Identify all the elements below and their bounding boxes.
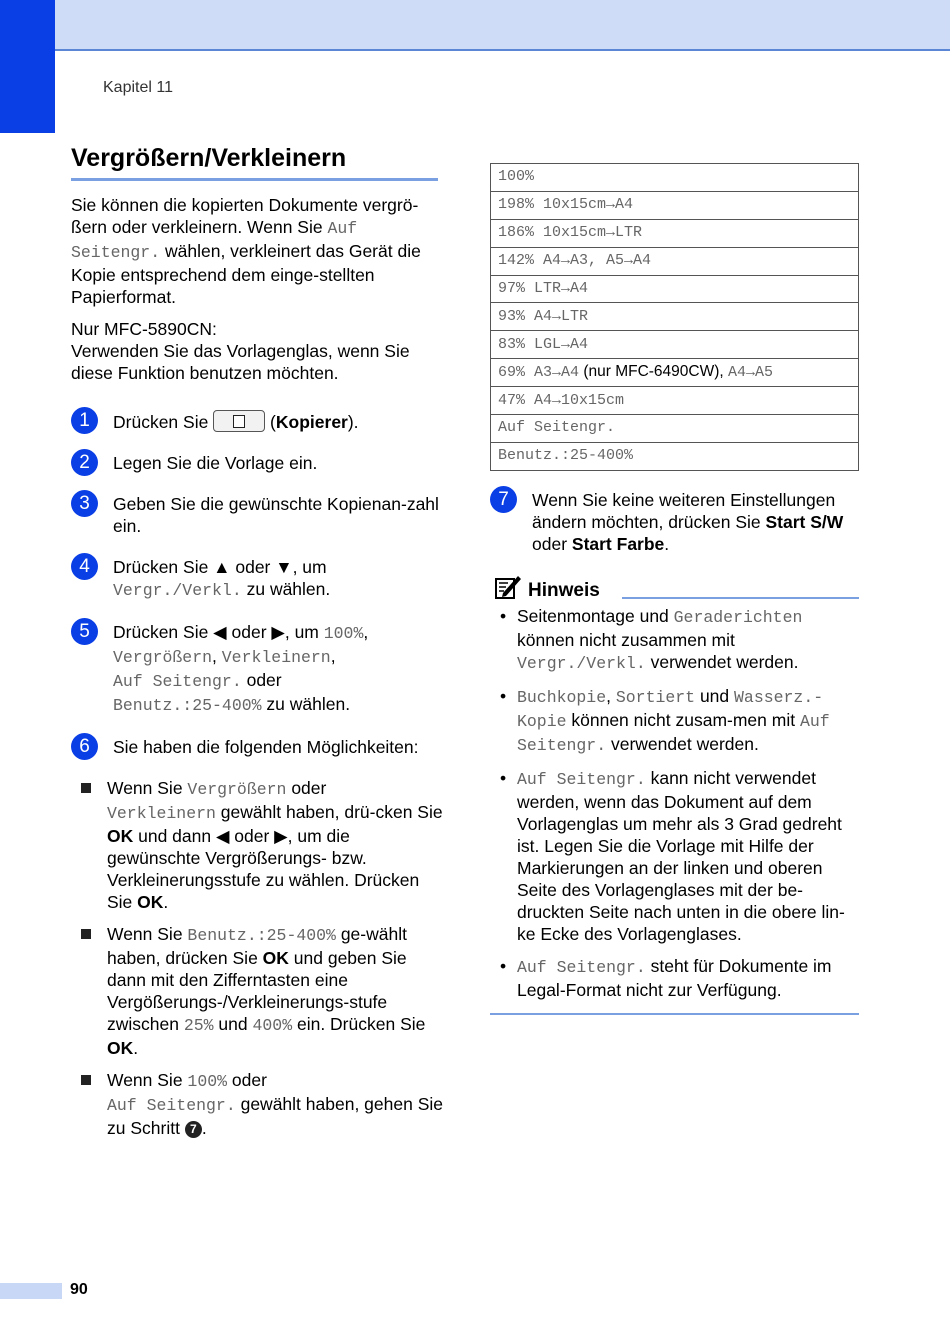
step-number: 7 bbox=[490, 486, 517, 513]
list-item: • Seitenmontage und Geraderichten können nicht zusammen mit Vergr./Verkl. verwendet werden. bbox=[490, 605, 859, 675]
table-row: 69% A3→A4 (nur MFC-6490CW), A4→A5 bbox=[491, 359, 859, 387]
step-number: 4 bbox=[71, 553, 98, 580]
table-row: Auf Seitengr. bbox=[491, 415, 859, 443]
table-row: 83% LGL→A4 bbox=[491, 331, 859, 359]
table-row: 198% 10x15cm→A4 bbox=[491, 191, 859, 219]
copy-key-icon bbox=[213, 410, 265, 432]
step-7: 7 Wenn Sie keine weiteren Einstellungen ändern möchten, drücken Sie Start S/W oder Start Farbe. bbox=[490, 489, 859, 555]
note-rule bbox=[622, 597, 859, 599]
right-column bbox=[490, 163, 859, 1015]
option-custom: Wenn Sie Benutz.:25-400% ge-wählt haben, drücken Sie OK und geben Sie dann mit den Zifferntasten eine Vergößerungs-/Verkleinerungs-stufe zwischen 25% und 400% ein. Drücken Sie OK. bbox=[81, 923, 443, 1059]
step-3: 3 Geben Sie die gewünschte Kopienan-zahl ein. bbox=[71, 493, 443, 537]
bullet-square-icon bbox=[81, 929, 91, 939]
note-header bbox=[490, 571, 859, 605]
step-number: 1 bbox=[71, 407, 98, 434]
step-5: 5 Drücken Sie ◀ oder ▶, um 100%, Vergrößern, Verkleinern, Auf Seitengr. oder Benutz.:25-400% zu wählen. bbox=[71, 621, 443, 717]
step-number: 5 bbox=[71, 618, 98, 645]
chapter-label: Kapitel 11 bbox=[103, 79, 173, 96]
note-list bbox=[490, 605, 859, 1001]
note-label: Hinweis bbox=[528, 579, 600, 601]
note-bottom-rule bbox=[490, 1013, 859, 1015]
option-enlarge-reduce: Wenn Sie Vergrößern oder Verkleinern gewählt haben, drü-cken Sie OK und dann ◀ oder ▶, um die gewünschte Vergrößerungs- bzw. Verkleinerungsstufe zu wählen. Drücken Sie OK. bbox=[81, 777, 443, 913]
page-title: Vergrößern/Verkleinern bbox=[71, 144, 347, 172]
step-4: 4 Drücken Sie ▲ oder ▼, um Vergr./Verkl. zu wählen. bbox=[71, 556, 443, 602]
bullet-square-icon bbox=[81, 1075, 91, 1085]
option-100-fit: Wenn Sie 100% oder Auf Seitengr. gewählt haben, gehen Sie zu Schritt 7 . bbox=[81, 1069, 443, 1139]
model-note: Nur MFC-5890CN: Verwenden Sie das Vorlagenglas, wenn Sie diese Funktion benutzen möchten. bbox=[71, 319, 410, 383]
ratio-table bbox=[490, 163, 859, 471]
step-1: 1 Drücken Sie (Kopierer). bbox=[71, 410, 443, 433]
table-row: 186% 10x15cm→LTR bbox=[491, 219, 859, 247]
header-band bbox=[0, 0, 950, 51]
list-item: • Auf Seitengr. steht für Dokumente im Legal-Format nicht zur Verfügung. bbox=[490, 955, 859, 1001]
note-pencil-icon bbox=[494, 573, 522, 601]
step-number: 3 bbox=[71, 490, 98, 517]
list-item: • Auf Seitengr. kann nicht verwendet werden, wenn das Dokument auf dem Vorlagenglas um mehr als 3 Grad gedreht ist. Legen Sie die Vorlage mit Hilfe der Markierungen an der linken und oberen Seite des Vorlagenglases mit der be-druckten Seite nach unten in die obere lin-ke Ecke des Vorlagenglases. bbox=[490, 767, 859, 945]
step-6: 6 Sie haben die folgenden Möglichkeiten: bbox=[71, 736, 443, 758]
step-number: 2 bbox=[71, 449, 98, 476]
table-row: 93% A4→LTR bbox=[491, 303, 859, 331]
footer-band bbox=[0, 1283, 62, 1299]
step-2: 2 Legen Sie die Vorlage ein. bbox=[71, 452, 443, 474]
chapter-tab bbox=[0, 0, 55, 133]
step-ref-badge: 7 bbox=[185, 1121, 202, 1138]
step-number: 6 bbox=[71, 733, 98, 760]
intro-paragraph: Sie können die kopierten Dokumente vergrö-ßern oder verkleinern. Wenn Sie Auf Seitengr. wählen, verkleinert das Gerät die Kopie entsprechend dem einge-stellten Papierformat. bbox=[71, 195, 421, 307]
title-rule bbox=[71, 178, 438, 181]
table-row: Benutz.:25-400% bbox=[491, 442, 859, 470]
bullet-square-icon bbox=[81, 783, 91, 793]
page-number: 90 bbox=[70, 1281, 88, 1298]
table-row: 142% A4→A3, A5→A4 bbox=[491, 247, 859, 275]
list-item: • Buchkopie, Sortiert und Wasserz.-Kopie können nicht zusam-men mit Auf Seitengr. verwendet werden. bbox=[490, 685, 859, 757]
table-row: 97% LTR→A4 bbox=[491, 275, 859, 303]
table-row: 47% A4→10x15cm bbox=[491, 387, 859, 415]
table-row: 100% bbox=[491, 164, 859, 192]
left-column bbox=[71, 194, 443, 1149]
